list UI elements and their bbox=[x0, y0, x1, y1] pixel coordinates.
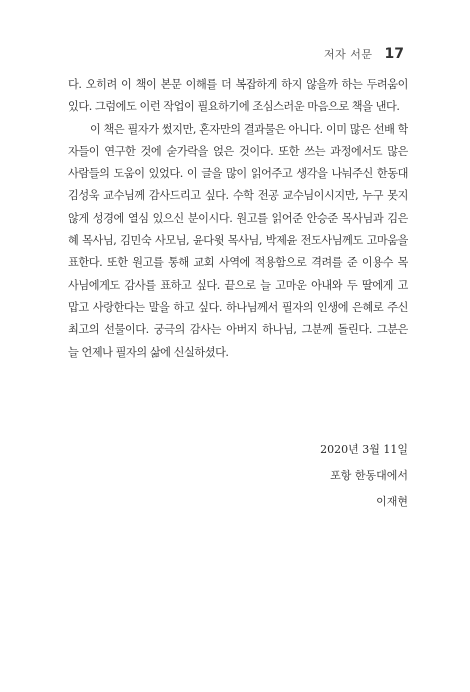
text-line: 자들이 연구한 것에 숟가락을 얹은 것이다. 또한 쓰는 과정에서도 많은 bbox=[68, 144, 408, 158]
text-line: 있다. 그럼에도 이런 작업이 필요하기에 조심스러운 마음으로 책을 낸다. bbox=[68, 100, 400, 114]
closing-author: 이재현 bbox=[376, 495, 408, 508]
preface-body bbox=[68, 74, 408, 364]
closing-date: 2020년 3월 11일 bbox=[320, 443, 408, 456]
text-line: 사람들의 도움이 있었다. 이 글을 많이 읽어주고 생각을 나눠주신 한동대 bbox=[68, 167, 408, 181]
header-title: 저자 서문 bbox=[324, 48, 373, 61]
text-line: 김성욱 교수님께 감사드리고 싶다. 수학 전공 교수님이시지만, 누구 못지 bbox=[68, 189, 408, 203]
running-header bbox=[324, 46, 404, 62]
text-line: 표한다. 또한 원고를 통해 교회 사역에 적용함으로 격려를 준 이용수 목 bbox=[68, 256, 408, 270]
page-number: 17 bbox=[384, 46, 404, 62]
closing-signature bbox=[320, 437, 408, 515]
closing-place: 포항 한동대에서 bbox=[330, 469, 408, 482]
text-line: 다. 오히려 이 책이 본문 이해를 더 복잡하게 하지 않을까 하는 두려움이 bbox=[68, 78, 408, 91]
text-line: 맙고 사랑한다는 말을 하고 싶다. 하나님께서 필자의 인생에 은혜로 주신 bbox=[68, 300, 408, 314]
text-line: 사님에게도 감사를 표하고 싶다. 끝으로 늘 고마운 아내와 두 딸에게 고 bbox=[68, 278, 408, 292]
text-line: 늘 언제나 필자의 삶에 신실하셨다. bbox=[68, 345, 229, 359]
text-line: 최고의 선물이다. 궁극의 감사는 아버지 하나님, 그분께 돌린다. 그분은 bbox=[68, 323, 408, 337]
text-line: 혜 목사님, 김민숙 사모님, 윤다윗 목사님, 박제윤 전도사님께도 고마움을 bbox=[68, 234, 408, 248]
text-line: 않게 성경에 열심 있으신 분이시다. 원고를 읽어준 안승준 목사님과 김은 bbox=[68, 211, 408, 225]
text-line: 이 책은 필자가 썼지만, 혼자만의 결과물은 아니다. 이미 많은 선배 학 bbox=[90, 122, 408, 136]
